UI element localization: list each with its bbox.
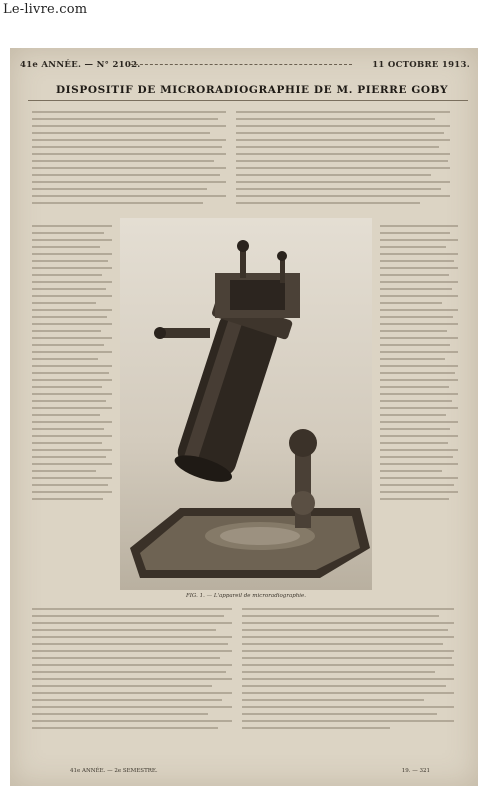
footer-page-number: 19. — 321: [401, 768, 430, 774]
header-date: 11 OCTOBRE 1913.: [372, 60, 470, 70]
header-issue: 41e ANNÉE. — N° 2102.: [20, 60, 141, 70]
microradiography-apparatus-illustration: [120, 218, 372, 590]
watermark: Le-livre.com: [3, 2, 88, 17]
left-column-narrow: [32, 220, 112, 592]
figure-caption: FIG. 1. — L'appareil de microradiographie.: [185, 593, 307, 599]
scanned-page: [10, 48, 478, 786]
footer-issue: 41e ANNÉE. — 2e SEMESTRE.: [70, 768, 158, 774]
page-footer: [70, 768, 430, 774]
page-header: [20, 58, 470, 72]
title-rule: [28, 100, 468, 101]
header-rule: [130, 64, 352, 65]
right-column-narrow: [380, 220, 458, 592]
apparatus-photo: [120, 218, 372, 590]
article-title: DISPOSITIF DE MICRORADIOGRAPHIE DE M. PIERRE GOBY: [55, 84, 449, 96]
right-column-bottom: [242, 603, 454, 758]
left-column-top: [32, 106, 226, 216]
right-column-top: [236, 106, 450, 216]
left-column-bottom: [32, 603, 232, 758]
